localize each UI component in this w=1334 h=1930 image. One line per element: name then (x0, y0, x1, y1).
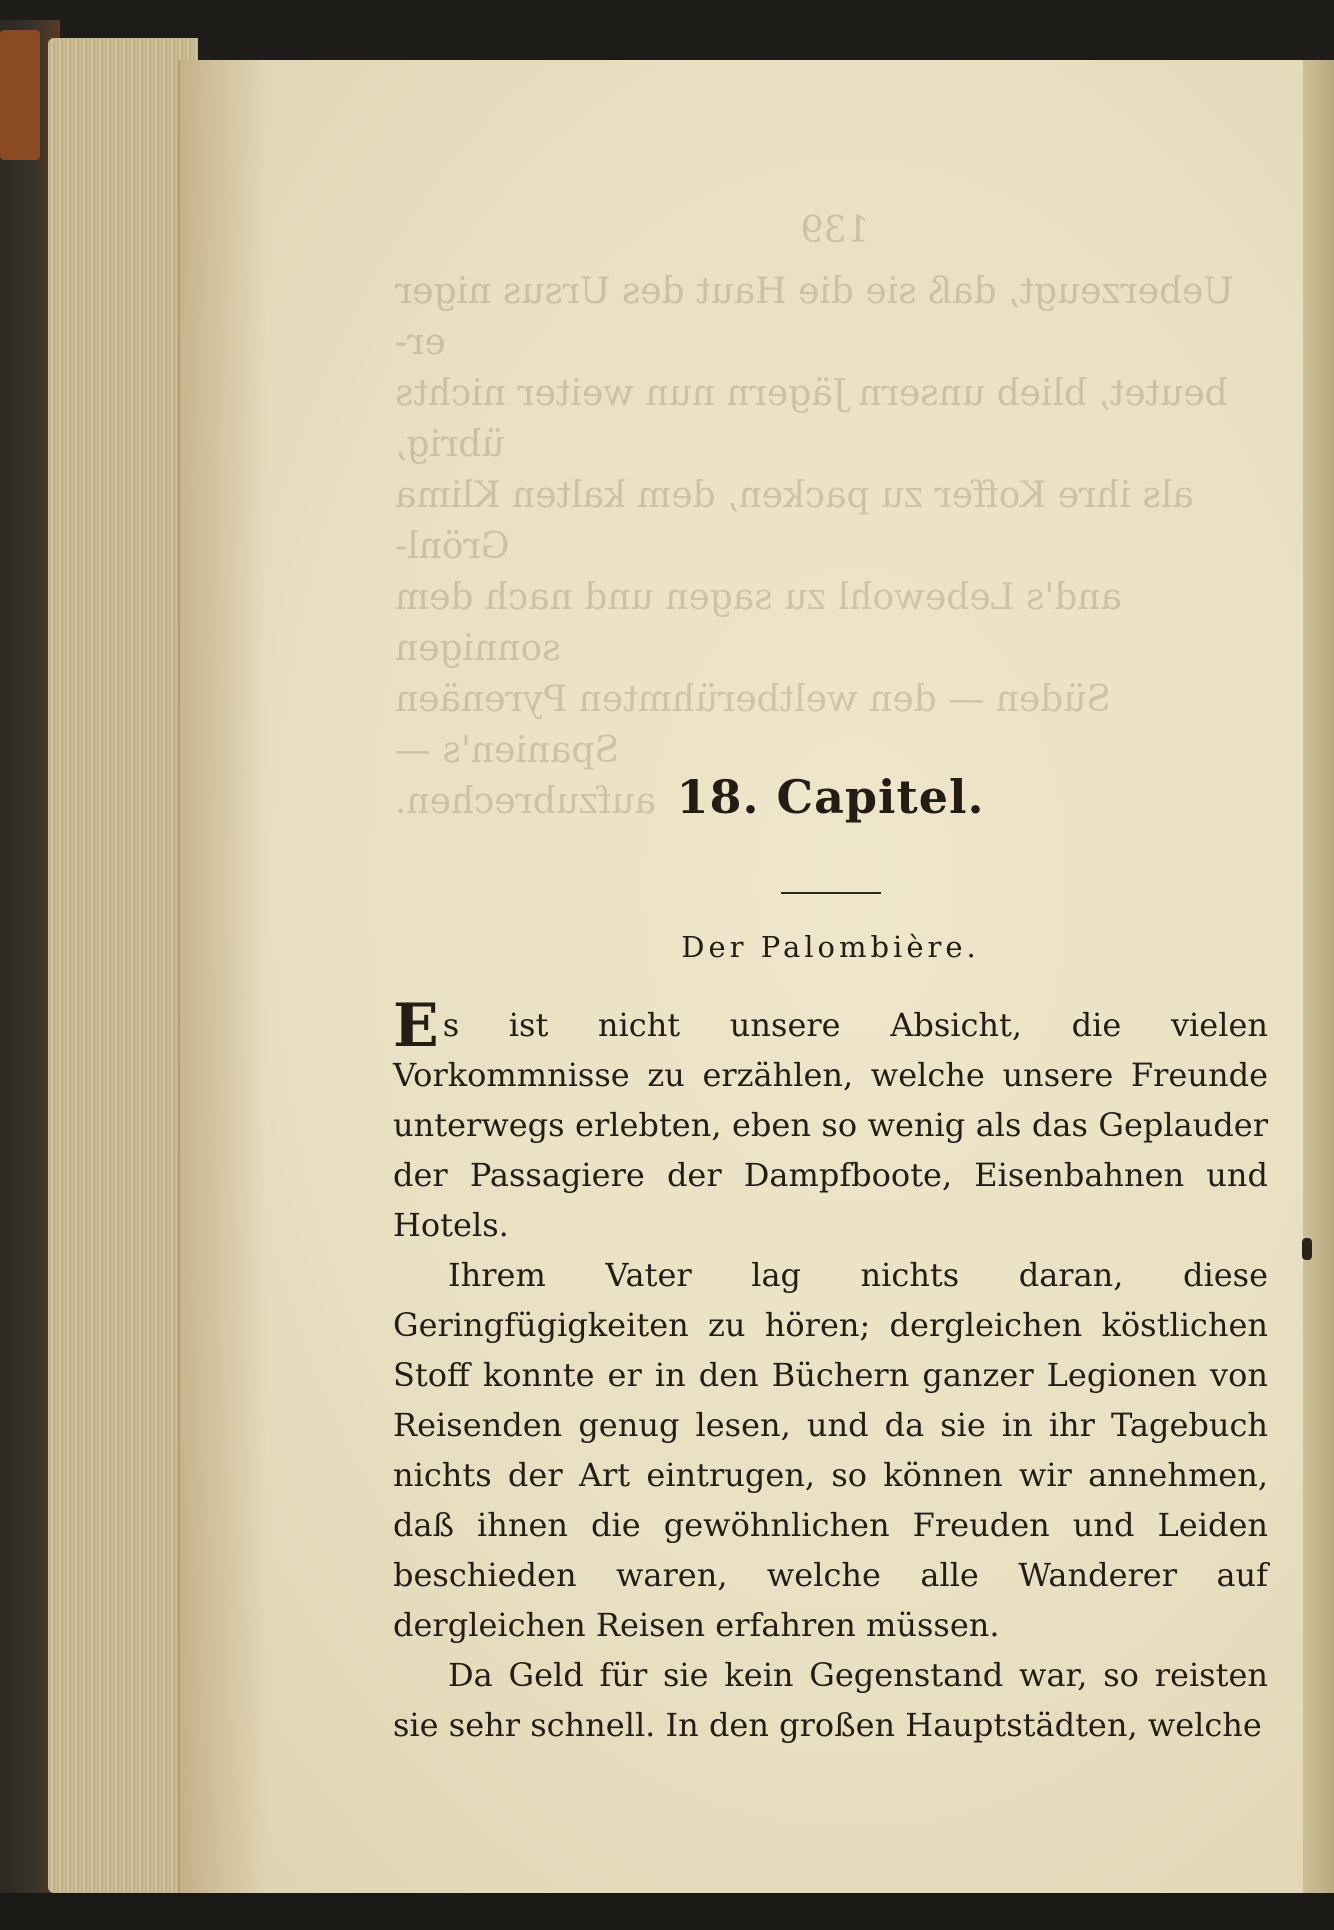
bleed-line: and's Lebewohl zu sagen und nach dem sonnigen (395, 577, 1122, 669)
chapter-body (393, 991, 1268, 1750)
cover-corner-leather (0, 30, 40, 160)
right-page-edge (1303, 60, 1334, 1895)
title-rule (781, 892, 881, 894)
chapter-title: 18. Capitel. (676, 770, 985, 824)
bleed-line: aufzubrechen. (395, 781, 656, 822)
background-bottom (0, 1893, 1334, 1930)
bleed-line: beutet, blieb unsern Jägern nun weiter nichts übrig, (395, 373, 1228, 465)
bleed-line: als ihre Koffer zu packen, dem kalten Klima Grönl- (395, 475, 1194, 567)
chapter-subtitle: Der Palombière. (681, 930, 980, 964)
page-edges (48, 38, 198, 1893)
paragraph-text: Da Geld für sie kein Gegenstand war, so reisten sie sehr schnell. In den großen Hauptstädten, welche (393, 1656, 1268, 1744)
page-content (393, 770, 1268, 1750)
bleed-line: Süden — den weltberühmten Pyrenäen Spanien's — (395, 679, 1112, 771)
bleed-line: Ueberzeugt, daß sie die Haut des Ursus niger er- (395, 271, 1234, 363)
bleed-through-text (395, 205, 1275, 827)
binding-mark (1302, 1238, 1312, 1260)
paragraph-text: Ihrem Vater lag nichts daran, diese Geringfügigkeiten zu hören; dergleichen köstlichen Stoff konnte er in den Büchern ganzer Legionen von Reisenden genug lesen, und da sie in ihr Tagebuch nichts der Art eintrugen, so können wir annehmen, daß ihnen die gewöhnlichen Freuden und Leiden beschieden waren, welche alle Wanderer auf dergleichen Reisen erfahren müssen. (393, 1256, 1268, 1644)
paragraph (393, 991, 1268, 1250)
paragraph-text: s ist nicht unsere Absicht, die vielen Vorkommnisse zu erzählen, welche unsere Freunde unterwegs erlebten, eben so wenig als das Geplauder der Passagiere der Dampfboote, Eisenbahnen und Hotels. (393, 1006, 1268, 1244)
drop-cap: E (393, 991, 439, 1061)
paragraph (393, 1250, 1268, 1650)
page-gutter-shadow (178, 60, 268, 1895)
paragraph (393, 1650, 1268, 1750)
bleed-page-number: 139 (800, 210, 870, 251)
